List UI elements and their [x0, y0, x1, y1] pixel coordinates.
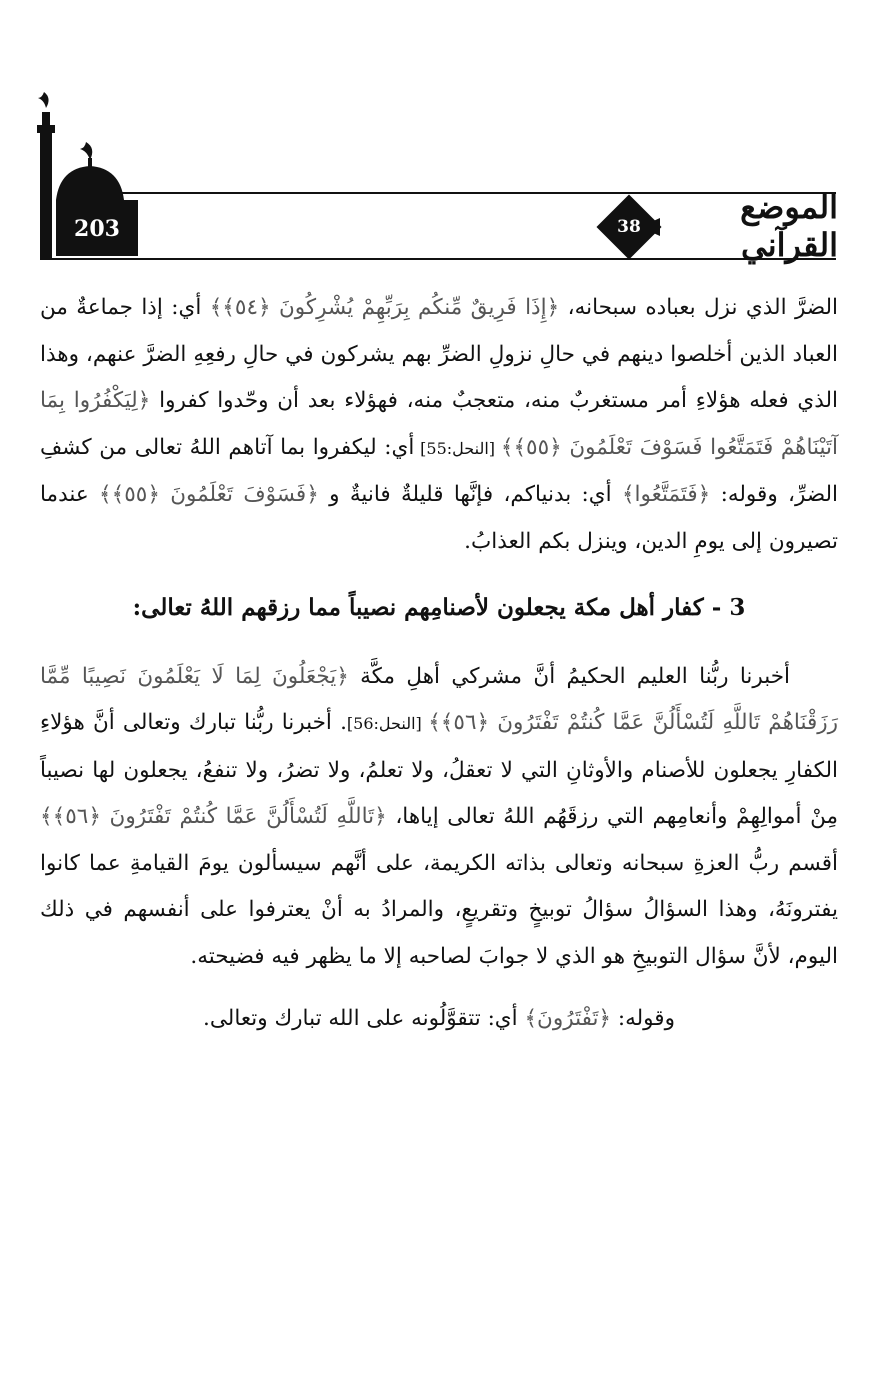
text: أي: إذا جماعةٌ من العباد الذين أخلصوا دينهم في حالِ نزولِ الضرِّ بهم يشركون في حالِ رفعِهِ الضرَّ عنهم، وهذا الذي فعله هؤلاءِ أمر مستغربٌ منه، متعجبٌ منه، فهؤلاء بعد أن وحّدوا كفروا — [40, 295, 838, 413]
chapter-number: 38 — [617, 217, 641, 237]
verse-reference: [النحل:56] — [346, 714, 429, 733]
text: أي: بدنياكم، فإنَّها قليلةٌ فانيةٌ و — [318, 482, 622, 507]
quran-verse: ﴿يَجْعَلُونَ لِمَا لَا يَعْلَمُونَ نَصِيبًا مِّمَّا رَزَقْنَاهُمْ تَاللَّهِ لَتُسْأَلُنَّ عَمَّا كُنتُمْ تَفْتَرُونَ ﴿٥٦﴾﴾ — [40, 663, 839, 735]
paragraph-1 — [40, 285, 838, 565]
quran-verse: ﴿تَاللَّهِ لَتُسْأَلُنَّ عَمَّا كُنتُمْ تَفْتَرُونَ ﴿٥٦﴾﴾ — [40, 804, 387, 829]
text: أخبرنا ربُّنا العليم الحكيمُ أنَّ مشركي أهلِ مكَّة — [348, 663, 790, 689]
quran-verse: ﴿إِذَا فَرِيقٌ مِّنكُم بِرَبِّهِمْ يُشْرِكُونَ ﴿٥٤﴾﴾ — [209, 295, 560, 320]
page-header — [0, 0, 878, 270]
text: وقوله: — [611, 1006, 675, 1031]
quran-verse: ﴿تَفْتَرُونَ﴾ — [524, 1006, 612, 1031]
section-heading: 3 - كفار أهل مكة يجعلون لأصنامِهم نصيباً مما رزقهم اللهُ تعالى: — [132, 594, 746, 621]
text: عندما تصيرون إلى يومِ الدين، وينزل بكم العذابُ. — [40, 482, 838, 554]
page-body — [40, 285, 838, 1043]
paragraph-2 — [40, 654, 838, 981]
text: الضرَّ الذي نزل بعباده سبحانه، — [559, 295, 838, 320]
text: أي: ليكفروا بما آتاهم اللهُ تعالى من كشفِ الضرِّ، وقوله: — [40, 434, 838, 507]
text: . أخبرنا ربُّنا تبارك وتعالى أنَّ هؤلاءِ الكفارِ يجعلون للأصنام والأوثانِ التي لا تعقلُ، ولا تعلمُ، ولا تضرُ، ولا تنفعُ، يجعلون لها نصيباً مِنْ أموالِهِمْ وأنعامِهم التي رزقَهُم اللهُ تعالى إياها، — [40, 710, 838, 829]
quran-verse: ﴿فَسَوْفَ تَعْلَمُونَ ﴿٥٥﴾﴾ — [99, 482, 319, 507]
chapter-title: الموضع القرآني — [740, 188, 838, 264]
paragraph-3 — [40, 996, 838, 1043]
quran-verse: ﴿لِيَكْفُرُوا بِمَا آتَيْنَاهُمْ فَتَمَتَّعُوا فَسَوْفَ تَعْلَمُونَ ﴿٥٥﴾﴾ — [40, 388, 838, 460]
verse-reference: [النحل:55] — [414, 438, 501, 458]
quran-verse: ﴿فَتَمَتَّعُوا﴾ — [621, 482, 711, 507]
text: أقسم ربُّ العزةِ سبحانه وتعالى بذاته الكريمة، على أنَّهم سيسألون يومَ القيامةِ عما كانوا يفترونَهُ، وهذا السؤالُ سؤالُ توبيخٍ وتقريعٍ، والمرادُ به أنْ يعترفوا على أنفسهم في ذلك اليوم، لأنَّ سؤال التوبيخِ هو الذي لا جوابَ لصاحبه إلا ما يظهر فيه فضيحته. — [40, 850, 838, 969]
text: أي: تتقوَّلُونه على الله تبارك وتعالى. — [203, 1006, 525, 1031]
page-number: 203 — [74, 216, 120, 242]
